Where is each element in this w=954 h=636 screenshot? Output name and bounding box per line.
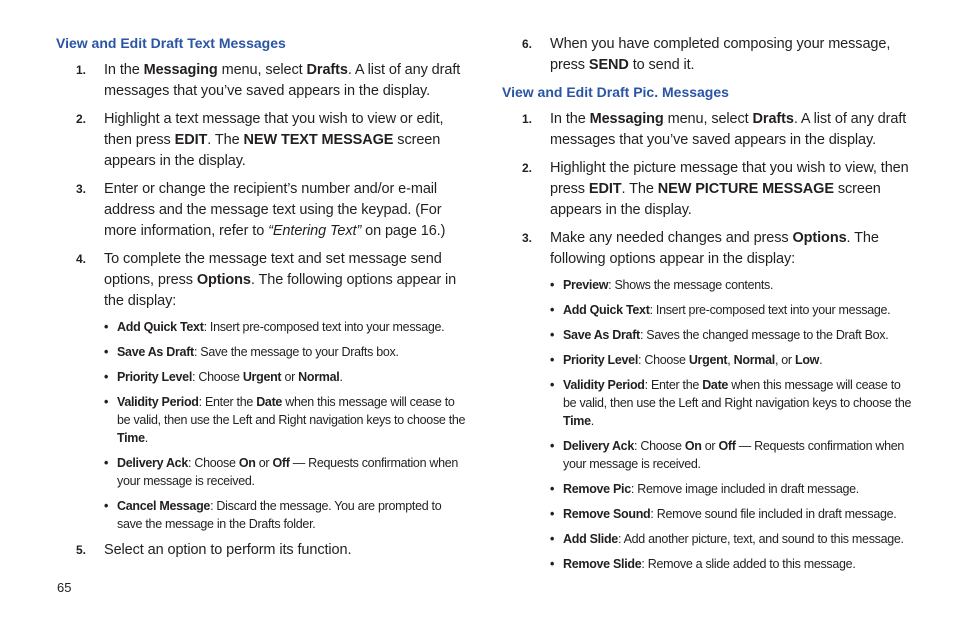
- option-list: [104, 318, 466, 533]
- text-run: . The following options appear in the display:: [104, 272, 457, 309]
- text-run: Enter or change the recipient’s number and/or e-mail address and the message text using the keypad. (For more information, refer to: [104, 181, 442, 239]
- bold-term: Remove Sound: [563, 507, 651, 521]
- step-text: [550, 109, 912, 151]
- step-number: 4.: [76, 252, 86, 266]
- option-item: [550, 351, 912, 369]
- text-run: or: [701, 439, 719, 453]
- text-run: screen appears in the display.: [550, 181, 881, 218]
- bold-term: Remove Pic: [563, 482, 631, 496]
- text-run: when this message will cease to be valid, then use the Left and Right navigation keys to choose the: [117, 395, 466, 427]
- bold-term: SEND: [588, 57, 629, 73]
- list-item: [56, 540, 466, 561]
- step-number: 3.: [522, 231, 532, 245]
- text-run: — Requests confirmation when your message is received.: [563, 439, 905, 471]
- text-run: : Add another picture, text, and sound to this message.: [617, 532, 904, 546]
- list-item: [56, 179, 466, 242]
- text-run: .: [339, 370, 343, 384]
- text-run: : Choose: [634, 439, 685, 453]
- step-number: 1.: [522, 112, 532, 126]
- list-item: [502, 34, 912, 76]
- bold-term: Add Slide: [563, 532, 618, 546]
- option-item: [550, 505, 912, 523]
- list-item: [502, 158, 912, 221]
- bold-term: Save As Draft: [563, 328, 640, 342]
- bold-term: Time: [117, 431, 145, 445]
- bold-term: NEW PICTURE MESSAGE: [657, 181, 834, 197]
- right-column: [502, 34, 912, 580]
- bold-term: Date: [702, 378, 729, 392]
- step-list: [56, 60, 466, 561]
- option-item: [104, 318, 466, 336]
- option-item: [550, 437, 912, 473]
- option-item: [550, 326, 912, 344]
- step-text: [104, 540, 466, 561]
- text-run: . A list of any draft messages that you’ve saved appears in the display.: [104, 62, 461, 99]
- bold-term: Messaging: [143, 62, 218, 78]
- text-run: to send it.: [628, 57, 695, 73]
- text-run: : Save the message to your Drafts box.: [193, 345, 399, 359]
- text-run: : Enter the: [644, 378, 703, 392]
- left-column: [56, 34, 466, 568]
- bold-term: Urgent: [242, 370, 282, 384]
- text-run: Select an option to perform its function.: [104, 542, 352, 558]
- text-run: : Choose: [192, 370, 243, 384]
- text-run: . The: [621, 181, 658, 197]
- bold-term: Priority Level: [117, 370, 192, 384]
- step-text: [104, 179, 466, 242]
- step-number: 5.: [76, 543, 86, 557]
- text-run: : Saves the changed message to the Draft Box.: [639, 328, 889, 342]
- text-run: Make any needed changes and press: [550, 230, 793, 246]
- bold-term: Add Quick Text: [117, 320, 204, 334]
- section-heading: View and Edit Draft Pic. Messages: [502, 84, 729, 100]
- text-run: : Remove image included in draft message.: [630, 482, 859, 496]
- option-item: [550, 376, 912, 430]
- bold-term: On: [684, 439, 702, 453]
- text-run: — Requests confirmation when your message is received.: [117, 456, 459, 488]
- list-item: [56, 109, 466, 172]
- text-run: Highlight the picture message that you wish to view, then press: [550, 160, 909, 197]
- text-run: .: [144, 431, 148, 445]
- text-run: In the: [550, 111, 590, 127]
- bold-term: EDIT: [588, 181, 622, 197]
- text-run: When you have completed composing your message, press: [550, 36, 891, 73]
- bold-term: Options: [792, 230, 847, 246]
- list-item: [56, 60, 466, 102]
- step-text: [550, 34, 912, 76]
- bold-term: Options: [196, 272, 251, 288]
- option-item: [550, 480, 912, 498]
- bold-term: Messaging: [589, 111, 664, 127]
- bold-term: Normal: [298, 370, 340, 384]
- text-run: : Discard the message. You are prompted to save the message in the Drafts folder.: [117, 499, 442, 531]
- text-run: on page 16.): [361, 223, 446, 239]
- bold-term: Time: [563, 414, 591, 428]
- option-item: [550, 555, 912, 573]
- text-run: : Choose: [638, 353, 689, 367]
- step-text: [550, 158, 912, 221]
- step-number: 6.: [522, 37, 532, 51]
- text-run: when this message will cease to be valid, then use the Left and Right navigation keys to choose the: [563, 378, 912, 410]
- bold-term: Delivery Ack: [117, 456, 188, 470]
- bold-term: Off: [718, 439, 736, 453]
- text-run: .: [819, 353, 823, 367]
- bold-term: Save As Draft: [117, 345, 194, 359]
- text-run: : Insert pre-composed text into your message.: [649, 303, 891, 317]
- text-run: : Shows the message contents.: [608, 278, 774, 292]
- text-run: . The: [207, 132, 244, 148]
- text-run: screen appears in the display.: [104, 132, 441, 169]
- bold-term: Cancel Message: [117, 499, 211, 513]
- text-run: : Choose: [188, 456, 239, 470]
- bold-term: Date: [256, 395, 283, 409]
- text-run: , or: [774, 353, 795, 367]
- text-run: : Remove a slide added to this message.: [641, 557, 856, 571]
- step-text: [104, 249, 466, 312]
- option-item: [550, 276, 912, 294]
- option-item: [104, 454, 466, 490]
- option-item: [550, 301, 912, 319]
- bold-term: Urgent: [688, 353, 728, 367]
- step-text: [104, 60, 466, 102]
- text-run: or: [255, 456, 273, 470]
- bold-term: Low: [794, 353, 820, 367]
- option-item: [104, 497, 466, 533]
- page-number: 65: [57, 580, 72, 595]
- text-run: : Enter the: [198, 395, 257, 409]
- bold-term: Priority Level: [563, 353, 638, 367]
- bold-term: NEW TEXT MESSAGE: [243, 132, 394, 148]
- option-item: [550, 530, 912, 548]
- list-item: [502, 109, 912, 151]
- bold-term: Remove Slide: [563, 557, 642, 571]
- text-run: menu, select: [663, 111, 753, 127]
- option-item: [104, 368, 466, 386]
- text-run: . The following options appear in the display:: [550, 230, 879, 267]
- step-number: 1.: [76, 63, 86, 77]
- section-heading: View and Edit Draft Text Messages: [56, 35, 286, 51]
- list-item: [502, 228, 912, 573]
- bold-term: Preview: [563, 278, 609, 292]
- option-item: [104, 393, 466, 447]
- bold-term: Drafts: [306, 62, 348, 78]
- text-run: In the: [104, 62, 144, 78]
- option-item: [104, 343, 466, 361]
- bold-term: Drafts: [752, 111, 794, 127]
- bold-term: EDIT: [174, 132, 208, 148]
- text-run: .: [590, 414, 594, 428]
- text-run: To complete the message text and set message send options, press: [104, 251, 442, 288]
- option-list: [550, 276, 912, 573]
- bold-term: On: [238, 456, 256, 470]
- text-run: . A list of any draft messages that you’ve saved appears in the display.: [550, 111, 907, 148]
- step-list: [502, 34, 912, 76]
- list-item: [56, 249, 466, 533]
- bold-term: Delivery Ack: [563, 439, 634, 453]
- bold-term: Off: [272, 456, 290, 470]
- text-run: ,: [727, 353, 734, 367]
- step-text: [550, 228, 912, 270]
- bold-term: Validity Period: [563, 378, 645, 392]
- step-number: 3.: [76, 182, 86, 196]
- text-run: or: [281, 370, 299, 384]
- step-list: [502, 109, 912, 573]
- step-text: [104, 109, 466, 172]
- bold-term: Add Quick Text: [563, 303, 650, 317]
- text-run: Highlight a text message that you wish to view or edit, then press: [104, 111, 444, 148]
- step-number: 2.: [522, 161, 532, 175]
- text-run: “Entering Text”: [268, 223, 362, 239]
- step-number: 2.: [76, 112, 86, 126]
- bold-term: Normal: [733, 353, 775, 367]
- text-run: : Insert pre-composed text into your message.: [203, 320, 445, 334]
- text-run: menu, select: [217, 62, 307, 78]
- text-run: : Remove sound file included in draft message.: [650, 507, 897, 521]
- bold-term: Validity Period: [117, 395, 199, 409]
